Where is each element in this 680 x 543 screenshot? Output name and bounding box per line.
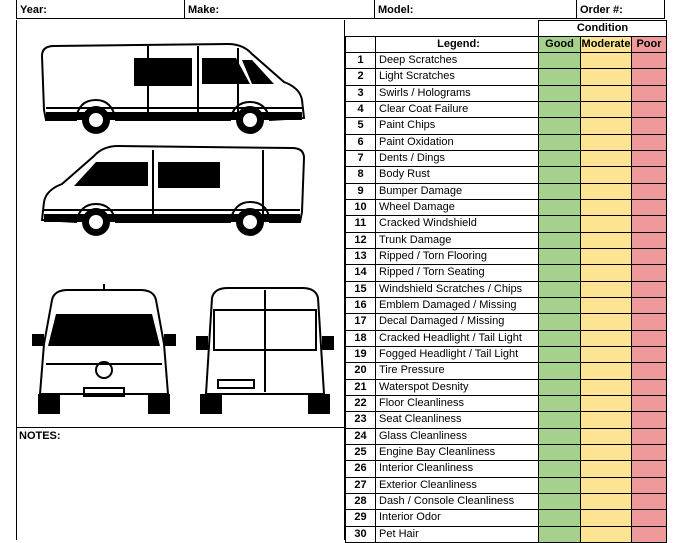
poor-checkbox[interactable] bbox=[632, 118, 667, 134]
moderate-checkbox[interactable] bbox=[581, 395, 632, 411]
moderate-checkbox[interactable] bbox=[581, 493, 632, 509]
poor-checkbox[interactable] bbox=[632, 428, 667, 444]
good-checkbox[interactable] bbox=[539, 150, 581, 166]
notes-area[interactable] bbox=[17, 445, 344, 540]
poor-checkbox[interactable] bbox=[632, 510, 667, 526]
moderate-checkbox[interactable] bbox=[581, 134, 632, 150]
legend-row bbox=[346, 281, 667, 297]
good-checkbox[interactable] bbox=[539, 69, 581, 85]
item-number: 21 bbox=[346, 379, 376, 395]
good-checkbox[interactable] bbox=[539, 167, 581, 183]
year-label: Year: bbox=[20, 4, 47, 16]
item-label: Dash / Console Cleanliness bbox=[376, 493, 539, 509]
good-checkbox[interactable] bbox=[539, 379, 581, 395]
item-label: Exterior Cleanliness bbox=[376, 477, 539, 493]
item-number: 4 bbox=[346, 101, 376, 117]
item-number: 28 bbox=[346, 493, 376, 509]
legend-row bbox=[346, 395, 667, 411]
van-side-view-right bbox=[38, 38, 308, 136]
legend-row bbox=[346, 216, 667, 232]
good-checkbox[interactable] bbox=[539, 85, 581, 101]
item-number: 2 bbox=[346, 69, 376, 85]
item-label: Paint Chips bbox=[376, 118, 539, 134]
good-checkbox[interactable] bbox=[539, 330, 581, 346]
legend-row bbox=[346, 314, 667, 330]
legend-row bbox=[346, 183, 667, 199]
legend-table bbox=[345, 20, 667, 543]
legend-row bbox=[346, 167, 667, 183]
legend-row bbox=[346, 444, 667, 460]
item-label: Glass Cleanliness bbox=[376, 428, 539, 444]
legend-row bbox=[346, 53, 667, 69]
legend-row bbox=[346, 265, 667, 281]
legend-row bbox=[346, 363, 667, 379]
item-label: Pet Hair bbox=[376, 526, 539, 542]
good-checkbox[interactable] bbox=[539, 183, 581, 199]
item-number: 6 bbox=[346, 134, 376, 150]
good-checkbox[interactable] bbox=[539, 248, 581, 264]
good-checkbox[interactable] bbox=[539, 346, 581, 362]
moderate-checkbox[interactable] bbox=[581, 281, 632, 297]
moderate-checkbox[interactable] bbox=[581, 346, 632, 362]
item-label: Cracked Headlight / Tail Light bbox=[376, 330, 539, 346]
item-label: Ripped / Torn Seating bbox=[376, 265, 539, 281]
item-number: 17 bbox=[346, 314, 376, 330]
item-number: 10 bbox=[346, 199, 376, 215]
van-rear-view bbox=[192, 284, 338, 416]
van-front-view bbox=[28, 284, 180, 416]
van-side-view-left bbox=[38, 140, 308, 238]
moderate-checkbox[interactable] bbox=[581, 363, 632, 379]
item-label: Cracked Windshield bbox=[376, 216, 539, 232]
moderate-checkbox[interactable] bbox=[581, 510, 632, 526]
good-checkbox[interactable] bbox=[539, 134, 581, 150]
poor-checkbox[interactable] bbox=[632, 265, 667, 281]
item-number: 3 bbox=[346, 85, 376, 101]
item-label: Swirls / Holograms bbox=[376, 85, 539, 101]
legend-row bbox=[346, 232, 667, 248]
item-number: 13 bbox=[346, 248, 376, 264]
item-number: 8 bbox=[346, 167, 376, 183]
item-number: 25 bbox=[346, 444, 376, 460]
legend-row bbox=[346, 461, 667, 477]
legend-row bbox=[346, 85, 667, 101]
item-label: Engine Bay Cleanliness bbox=[376, 444, 539, 460]
moderate-header: Moderate bbox=[581, 37, 632, 53]
item-number: 1 bbox=[346, 53, 376, 69]
good-checkbox[interactable] bbox=[539, 232, 581, 248]
legend-row bbox=[346, 493, 667, 509]
item-label: Interior Odor bbox=[376, 510, 539, 526]
legend-row bbox=[346, 134, 667, 150]
moderate-checkbox[interactable] bbox=[581, 118, 632, 134]
poor-checkbox[interactable] bbox=[632, 85, 667, 101]
good-checkbox[interactable] bbox=[539, 477, 581, 493]
good-checkbox[interactable] bbox=[539, 493, 581, 509]
item-number: 24 bbox=[346, 428, 376, 444]
moderate-checkbox[interactable] bbox=[581, 167, 632, 183]
item-number: 29 bbox=[346, 510, 376, 526]
model-field[interactable] bbox=[375, 0, 577, 19]
moderate-checkbox[interactable] bbox=[581, 183, 632, 199]
item-number: 30 bbox=[346, 526, 376, 542]
condition-header: Condition bbox=[539, 21, 667, 37]
poor-checkbox[interactable] bbox=[632, 248, 667, 264]
poor-checkbox[interactable] bbox=[632, 363, 667, 379]
poor-checkbox[interactable] bbox=[632, 395, 667, 411]
moderate-checkbox[interactable] bbox=[581, 461, 632, 477]
legend-row bbox=[346, 510, 667, 526]
item-number: 22 bbox=[346, 395, 376, 411]
make-label: Make: bbox=[188, 4, 220, 16]
legend-row bbox=[346, 101, 667, 117]
poor-checkbox[interactable] bbox=[632, 461, 667, 477]
poor-checkbox[interactable] bbox=[632, 412, 667, 428]
poor-checkbox[interactable] bbox=[632, 167, 667, 183]
poor-checkbox[interactable] bbox=[632, 183, 667, 199]
legend-title: Legend: bbox=[376, 37, 539, 53]
poor-checkbox[interactable] bbox=[632, 493, 667, 509]
poor-checkbox[interactable] bbox=[632, 150, 667, 166]
year-field[interactable] bbox=[16, 0, 185, 19]
blank-cell bbox=[346, 21, 376, 37]
good-checkbox[interactable] bbox=[539, 461, 581, 477]
item-label: Tire Pressure bbox=[376, 363, 539, 379]
poor-checkbox[interactable] bbox=[632, 134, 667, 150]
good-header: Good bbox=[539, 37, 581, 53]
item-number: 18 bbox=[346, 330, 376, 346]
item-number: 23 bbox=[346, 412, 376, 428]
moderate-checkbox[interactable] bbox=[581, 248, 632, 264]
good-checkbox[interactable] bbox=[539, 118, 581, 134]
legend-row bbox=[346, 69, 667, 85]
item-number: 9 bbox=[346, 183, 376, 199]
item-label: Paint Oxidation bbox=[376, 134, 539, 150]
item-number: 19 bbox=[346, 346, 376, 362]
legend-row bbox=[346, 330, 667, 346]
moderate-checkbox[interactable] bbox=[581, 444, 632, 460]
good-checkbox[interactable] bbox=[539, 199, 581, 215]
num-header bbox=[346, 37, 376, 53]
item-label: Windshield Scratches / Chips bbox=[376, 281, 539, 297]
legend-row bbox=[346, 297, 667, 313]
good-checkbox[interactable] bbox=[539, 101, 581, 117]
moderate-checkbox[interactable] bbox=[581, 216, 632, 232]
good-checkbox[interactable] bbox=[539, 314, 581, 330]
legend-row bbox=[346, 379, 667, 395]
item-label: Wheel Damage bbox=[376, 199, 539, 215]
legend-row bbox=[346, 346, 667, 362]
moderate-checkbox[interactable] bbox=[581, 330, 632, 346]
legend-row bbox=[346, 199, 667, 215]
item-label: Bumper Damage bbox=[376, 183, 539, 199]
item-number: 20 bbox=[346, 363, 376, 379]
poor-checkbox[interactable] bbox=[632, 232, 667, 248]
item-number: 16 bbox=[346, 297, 376, 313]
item-label: Decal Damaged / Missing bbox=[376, 314, 539, 330]
moderate-checkbox[interactable] bbox=[581, 428, 632, 444]
legend-row bbox=[346, 412, 667, 428]
blank-cell bbox=[376, 21, 539, 37]
good-checkbox[interactable] bbox=[539, 444, 581, 460]
item-number: 27 bbox=[346, 477, 376, 493]
good-checkbox[interactable] bbox=[539, 363, 581, 379]
moderate-checkbox[interactable] bbox=[581, 69, 632, 85]
poor-checkbox[interactable] bbox=[632, 477, 667, 493]
moderate-checkbox[interactable] bbox=[581, 477, 632, 493]
good-checkbox[interactable] bbox=[539, 265, 581, 281]
item-label: Clear Coat Failure bbox=[376, 101, 539, 117]
moderate-checkbox[interactable] bbox=[581, 412, 632, 428]
item-label: Interior Cleanliness bbox=[376, 461, 539, 477]
item-number: 14 bbox=[346, 265, 376, 281]
legend-row bbox=[346, 477, 667, 493]
good-checkbox[interactable] bbox=[539, 281, 581, 297]
poor-checkbox[interactable] bbox=[632, 216, 667, 232]
good-checkbox[interactable] bbox=[539, 297, 581, 313]
item-number: 12 bbox=[346, 232, 376, 248]
model-label: Model: bbox=[378, 4, 414, 16]
poor-checkbox[interactable] bbox=[632, 444, 667, 460]
good-checkbox[interactable] bbox=[539, 412, 581, 428]
item-label: Body Rust bbox=[376, 167, 539, 183]
item-label: Dents / Dings bbox=[376, 150, 539, 166]
item-number: 26 bbox=[346, 461, 376, 477]
notes-label: NOTES: bbox=[19, 430, 61, 442]
legend-row bbox=[346, 118, 667, 134]
condition-header-row bbox=[346, 21, 667, 37]
item-number: 7 bbox=[346, 150, 376, 166]
poor-checkbox[interactable] bbox=[632, 53, 667, 69]
order-label: Order #: bbox=[580, 4, 623, 16]
poor-checkbox[interactable] bbox=[632, 199, 667, 215]
item-label: Emblem Damaged / Missing bbox=[376, 297, 539, 313]
poor-checkbox[interactable] bbox=[632, 101, 667, 117]
good-checkbox[interactable] bbox=[539, 428, 581, 444]
poor-checkbox[interactable] bbox=[632, 281, 667, 297]
poor-header: Poor bbox=[632, 37, 667, 53]
moderate-checkbox[interactable] bbox=[581, 85, 632, 101]
order-field[interactable] bbox=[577, 0, 665, 19]
moderate-checkbox[interactable] bbox=[581, 150, 632, 166]
item-label: Fogged Headlight / Tail Light bbox=[376, 346, 539, 362]
good-checkbox[interactable] bbox=[539, 216, 581, 232]
item-number: 15 bbox=[346, 281, 376, 297]
item-label: Ripped / Torn Flooring bbox=[376, 248, 539, 264]
moderate-checkbox[interactable] bbox=[581, 199, 632, 215]
poor-checkbox[interactable] bbox=[632, 314, 667, 330]
item-label: Waterspot Desnity bbox=[376, 379, 539, 395]
item-label: Deep Scratches bbox=[376, 53, 539, 69]
legend-row bbox=[346, 428, 667, 444]
good-checkbox[interactable] bbox=[539, 53, 581, 69]
item-number: 5 bbox=[346, 118, 376, 134]
legend-row bbox=[346, 248, 667, 264]
form-header bbox=[0, 0, 680, 20]
moderate-checkbox[interactable] bbox=[581, 265, 632, 281]
notes-divider bbox=[16, 427, 345, 428]
good-checkbox[interactable] bbox=[539, 510, 581, 526]
make-field[interactable] bbox=[185, 0, 375, 19]
moderate-checkbox[interactable] bbox=[581, 232, 632, 248]
item-label: Trunk Damage bbox=[376, 232, 539, 248]
moderate-checkbox[interactable] bbox=[581, 53, 632, 69]
moderate-checkbox[interactable] bbox=[581, 314, 632, 330]
good-checkbox[interactable] bbox=[539, 395, 581, 411]
item-label: Seat Cleanliness bbox=[376, 412, 539, 428]
poor-checkbox[interactable] bbox=[632, 330, 667, 346]
moderate-checkbox[interactable] bbox=[581, 297, 632, 313]
item-label: Floor Cleanliness bbox=[376, 395, 539, 411]
legend-row bbox=[346, 150, 667, 166]
item-number: 11 bbox=[346, 216, 376, 232]
poor-checkbox[interactable] bbox=[632, 346, 667, 362]
item-label: Light Scratches bbox=[376, 69, 539, 85]
poor-checkbox[interactable] bbox=[632, 297, 667, 313]
poor-checkbox[interactable] bbox=[632, 69, 667, 85]
moderate-checkbox[interactable] bbox=[581, 379, 632, 395]
legend-header-row bbox=[346, 37, 667, 53]
moderate-checkbox[interactable] bbox=[581, 101, 632, 117]
poor-checkbox[interactable] bbox=[632, 379, 667, 395]
